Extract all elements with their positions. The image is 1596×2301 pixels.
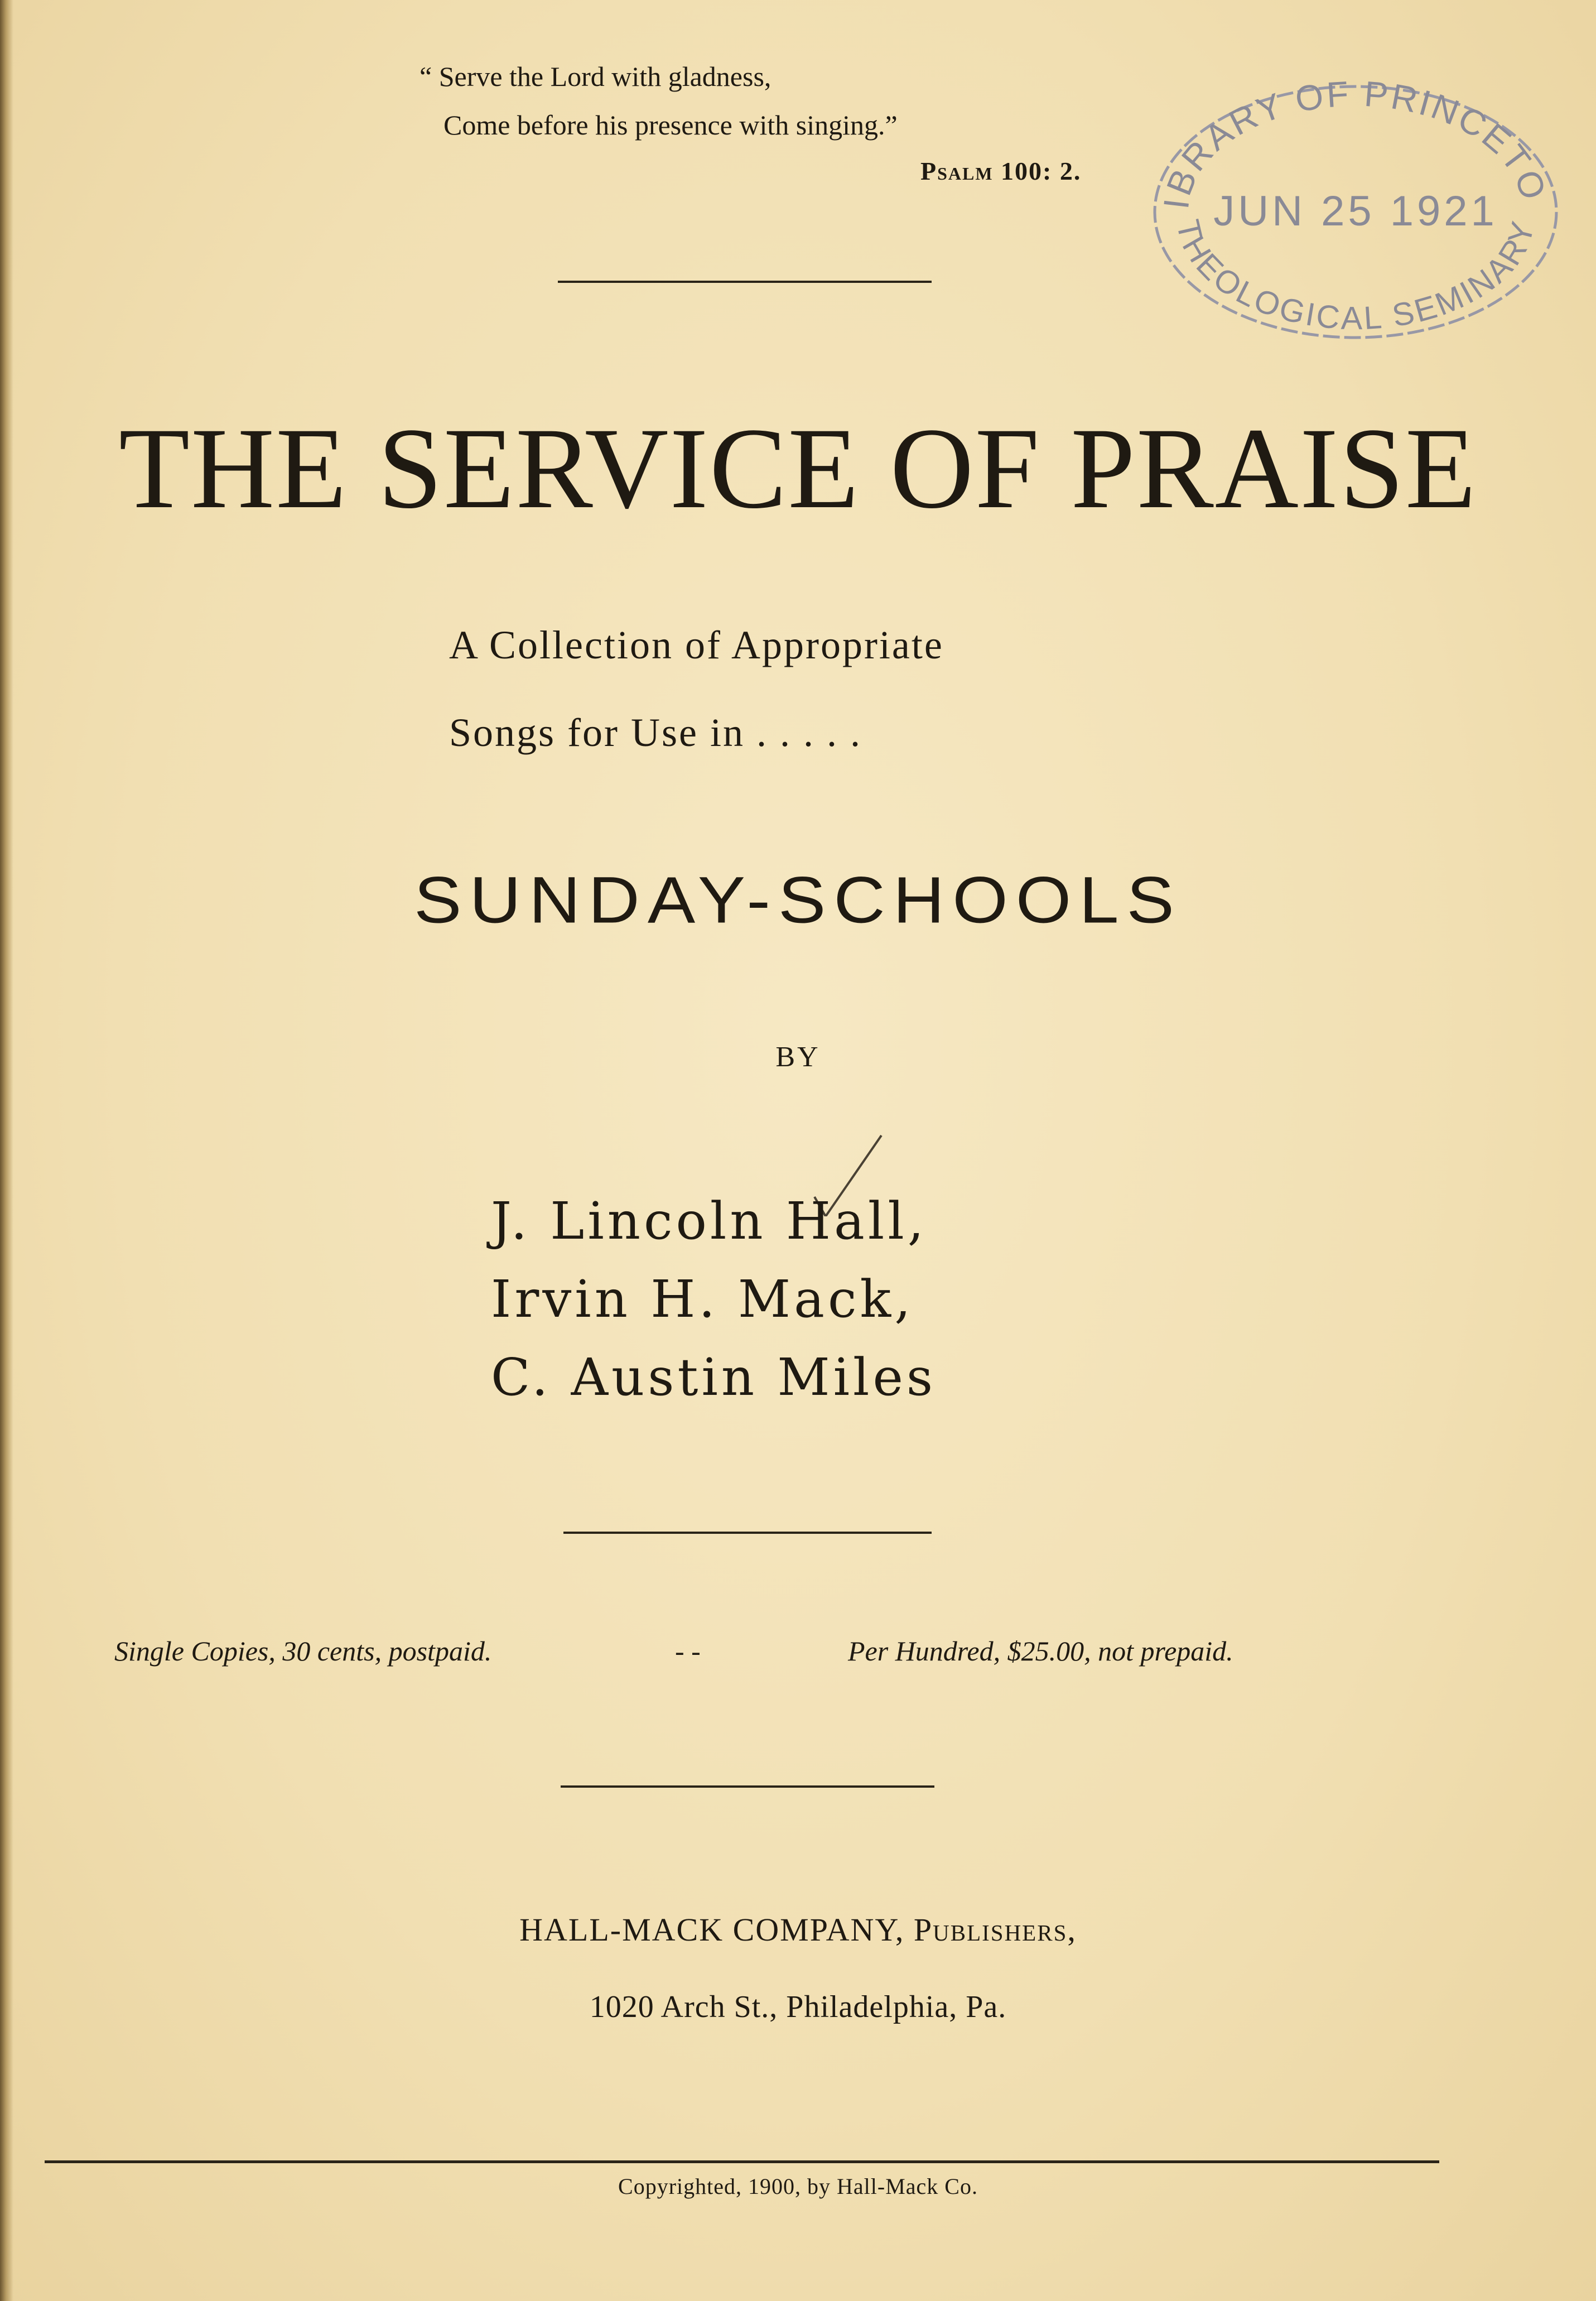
epigraph-line-1: “ Serve the Lord with gladness, (420, 61, 772, 92)
by-label: BY (775, 1041, 821, 1073)
stamp-top-text: IBRARY OF PRINCETO (1155, 73, 1555, 211)
book-spine-edge (0, 0, 13, 2301)
author-2: Irvin H. Mack, (491, 1269, 914, 1329)
library-stamp (1138, 73, 1573, 352)
publisher-line (0, 1911, 1596, 1948)
book-title: THE SERVICE OF PRAISE (119, 404, 1477, 532)
stamp-bottom-text: THEOLOGICAL SEMINARY (1169, 216, 1542, 337)
author-1: J. Lincoln Hall, (491, 1191, 928, 1251)
price-per-hundred: Per Hundred, $25.00, not prepaid. (848, 1635, 1233, 1667)
author-3: C. Austin Miles (491, 1347, 937, 1407)
subtitle-line-1: A Collection of Appropriate (449, 623, 944, 667)
epigraph-line-2: Come before his presence with singing.” (443, 109, 898, 141)
price-separator: - - (675, 1635, 701, 1667)
stamp-date: JUN 25 1921 (1213, 187, 1498, 235)
price-single-copies: Single Copies, 30 cents, postpaid. (114, 1635, 492, 1667)
display-title: SUNDAY-SCHOOLS (414, 863, 1182, 937)
epigraph-citation: Psalm 100: 2. (920, 157, 1082, 185)
copyright-notice: Copyrighted, 1900, by Hall-Mack Co. (618, 2174, 978, 2199)
publisher-role: Publishers, (913, 1912, 1077, 1948)
subtitle-line-2: Songs for Use in . . . . . (449, 710, 862, 755)
rule-divider-top (558, 281, 932, 283)
rule-footer (45, 2160, 1439, 2163)
rule-divider-middle (563, 1532, 932, 1534)
publisher-address: 1020 Arch St., Philadelphia, Pa. (589, 1990, 1007, 2024)
publisher-name: HALL-MACK COMPANY, (519, 1912, 905, 1948)
rule-divider-lower (561, 1785, 934, 1788)
